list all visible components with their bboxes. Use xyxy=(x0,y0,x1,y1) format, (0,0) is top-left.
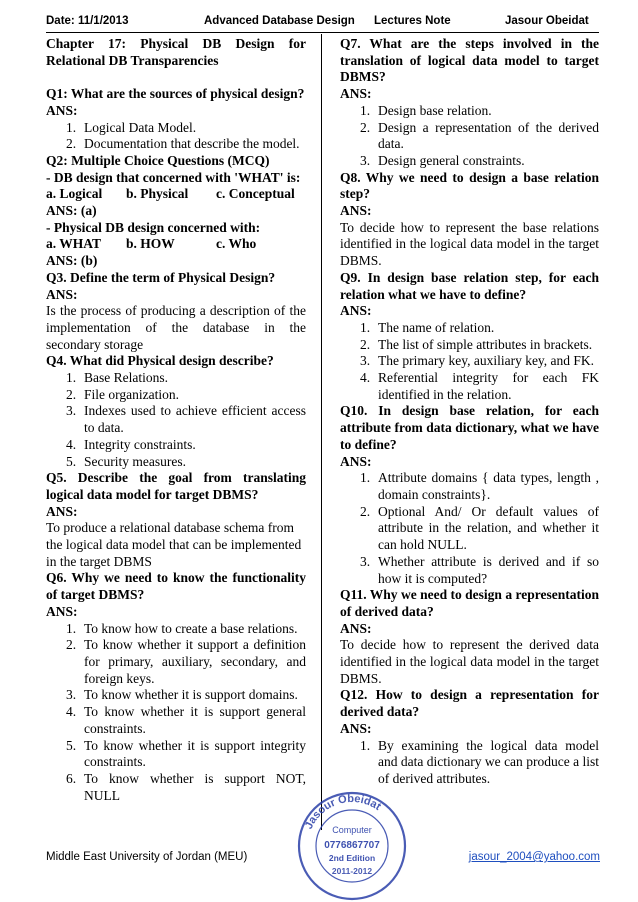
list-item: 4. Referential integrity for each FK identified in the relation. xyxy=(360,370,599,402)
list-item: 5. To know whether it is support integrity constraints. xyxy=(66,737,306,770)
q12-question: Q12. How to design a representation for derived data? xyxy=(340,687,599,720)
page-header xyxy=(46,14,599,33)
q6-question: Q6. Why we need to know the functionality of target DBMS? xyxy=(46,570,306,603)
q2-question: Q2: Multiple Choice Questions (MCQ) xyxy=(46,152,270,168)
left-column xyxy=(46,36,306,804)
header-date: Date: 11/1/2013 xyxy=(46,15,129,27)
list-item: 1. Attribute domains { data types, length , domain constraints}. xyxy=(360,470,599,502)
q2-sub2-options xyxy=(46,236,306,253)
list-item: 2. File organization. xyxy=(66,386,179,402)
q5-ans-label: ANS: xyxy=(46,503,78,519)
q4-question: Q4. What did Physical design describe? xyxy=(46,353,274,369)
q9-ans-label: ANS: xyxy=(340,303,372,319)
chapter-title: Chapter 17: Physical DB Design for Relational DB Transparencies xyxy=(46,36,306,68)
q2-sub1: - DB design that concerned with 'WHAT' is: xyxy=(46,169,301,185)
header-course: Advanced Database Design xyxy=(204,15,355,27)
q7-list xyxy=(340,103,599,170)
q12-list xyxy=(340,738,599,788)
stamp-ring-text: Jasour Obeidat xyxy=(302,792,384,832)
q6-ans-label: ANS: xyxy=(46,603,78,619)
list-item: 3. Design general constraints. xyxy=(360,152,525,168)
header-note-type: Lectures Note xyxy=(374,15,451,27)
q3-ans-label: ANS: xyxy=(46,286,78,302)
list-item: 1. Logical Data Model. xyxy=(66,119,197,135)
stamp-line1: Computer xyxy=(332,825,372,835)
q9-question: Q9. In design base relation step, for each relation what we have to define? xyxy=(340,269,599,302)
footer-email-link[interactable]: jasour_2004@yahoo.com xyxy=(468,851,600,863)
author-stamp xyxy=(296,790,408,902)
q9-list xyxy=(340,320,599,404)
spacer xyxy=(46,69,306,86)
q7-question: Q7. What are the steps involved in the translation of logical data model to target DBMS? xyxy=(340,36,599,85)
right-column xyxy=(340,36,599,788)
q10-list xyxy=(340,470,599,587)
list-item: 1. To know how to create a base relations. xyxy=(66,620,298,636)
q1-question: Q1: What are the sources of physical design? xyxy=(46,86,305,102)
option: b. HOW xyxy=(126,236,175,252)
q2-sub2-answer: ANS: (b) xyxy=(46,253,98,269)
list-item: 2. Design a representation of the derived data. xyxy=(360,119,599,152)
list-item: 5. Security measures. xyxy=(66,453,186,469)
q2-sub1-options xyxy=(46,186,306,203)
q7-ans-label: ANS: xyxy=(340,86,372,102)
column-divider xyxy=(321,34,322,830)
q11-question: Q11. Why we need to design a representation of derived data? xyxy=(340,587,599,619)
q8-ans-label: ANS: xyxy=(340,203,372,219)
list-item: 1. Design base relation. xyxy=(360,102,492,118)
q10-question: Q10. In design base relation, for each attribute from data dictionary, what we have to define? xyxy=(340,403,599,452)
q10-ans-label: ANS: xyxy=(340,453,372,469)
option: c. Conceptual xyxy=(216,186,295,202)
list-item: 1. Base Relations. xyxy=(66,370,168,386)
q2-sub2: - Physical DB design concerned with: xyxy=(46,219,261,235)
q2-sub1-answer: ANS: (a) xyxy=(46,203,97,219)
list-item: 2. Optional And/ Or default values of attribute in the relation, and whether it can hold NULL. xyxy=(360,503,599,553)
q12-ans-label: ANS: xyxy=(340,720,372,736)
stamp-line2: 0776867707 xyxy=(324,840,380,851)
list-item: 4. Integrity constraints. xyxy=(66,436,196,452)
option: c. Who xyxy=(216,236,257,252)
list-item: 1. The name of relation. xyxy=(360,319,495,335)
list-item: 3. The primary key, auxiliary key, and FK. xyxy=(360,353,595,369)
list-item: 1. By examining the logical data model and data dictionary we can produce a list of derived attributes. xyxy=(360,737,599,786)
q11-ans-label: ANS: xyxy=(340,620,372,636)
q8-answer-text: To decide how to represent the base relations identified in the logical data model in the target DBMS. xyxy=(340,219,599,269)
list-item: 6. To know whether is support NOT, NULL xyxy=(66,770,306,803)
list-item: 2. The list of simple attributes in brackets. xyxy=(360,336,593,352)
option: a. WHAT xyxy=(46,236,102,252)
list-item: 2. To know whether it support a definition for primary, auxiliary, secondary, and foreign keys. xyxy=(66,637,306,686)
q5-question: Q5. Describe the goal from translating logical data model for target DBMS? xyxy=(46,470,306,502)
q8-question: Q8. Why we need to design a base relation step? xyxy=(340,169,599,202)
footer-university: Middle East University of Jordan (MEU) xyxy=(46,851,248,863)
q4-list xyxy=(46,370,306,470)
q3-question: Q3. Define the term of Physical Design? xyxy=(46,269,276,285)
list-item: 4. To know whether it is support general constraints. xyxy=(66,704,306,736)
header-author: Jasour Obeidat xyxy=(505,15,589,27)
list-item: 3. Whether attribute is derived and if so how it is computed? xyxy=(360,553,599,586)
list-item: 3. To know whether it is support domains. xyxy=(66,687,298,703)
stamp-line4: 2011-2012 xyxy=(331,866,373,876)
q1-list xyxy=(46,120,306,153)
q11-answer-text: To decide how to represent the derived data identified in the logical data model in the target DBMS. xyxy=(340,637,599,686)
option: a. Logical xyxy=(46,186,103,202)
q6-list xyxy=(46,621,306,805)
list-item: 3. Indexes used to achieve efficient access to data. xyxy=(66,403,306,436)
q3-answer-text: Is the process of producing a description of the implementation of the database in the secondary storage xyxy=(46,303,306,352)
list-item: 2. Documentation that describe the model. xyxy=(66,136,300,152)
q1-ans-label: ANS: xyxy=(46,102,78,118)
q5-answer-text: To produce a relational database schema from the logical data model that can be implemented in the target DBMS xyxy=(46,520,302,569)
option: b. Physical xyxy=(126,186,189,202)
stamp-line3: 2nd Edition xyxy=(328,853,376,863)
